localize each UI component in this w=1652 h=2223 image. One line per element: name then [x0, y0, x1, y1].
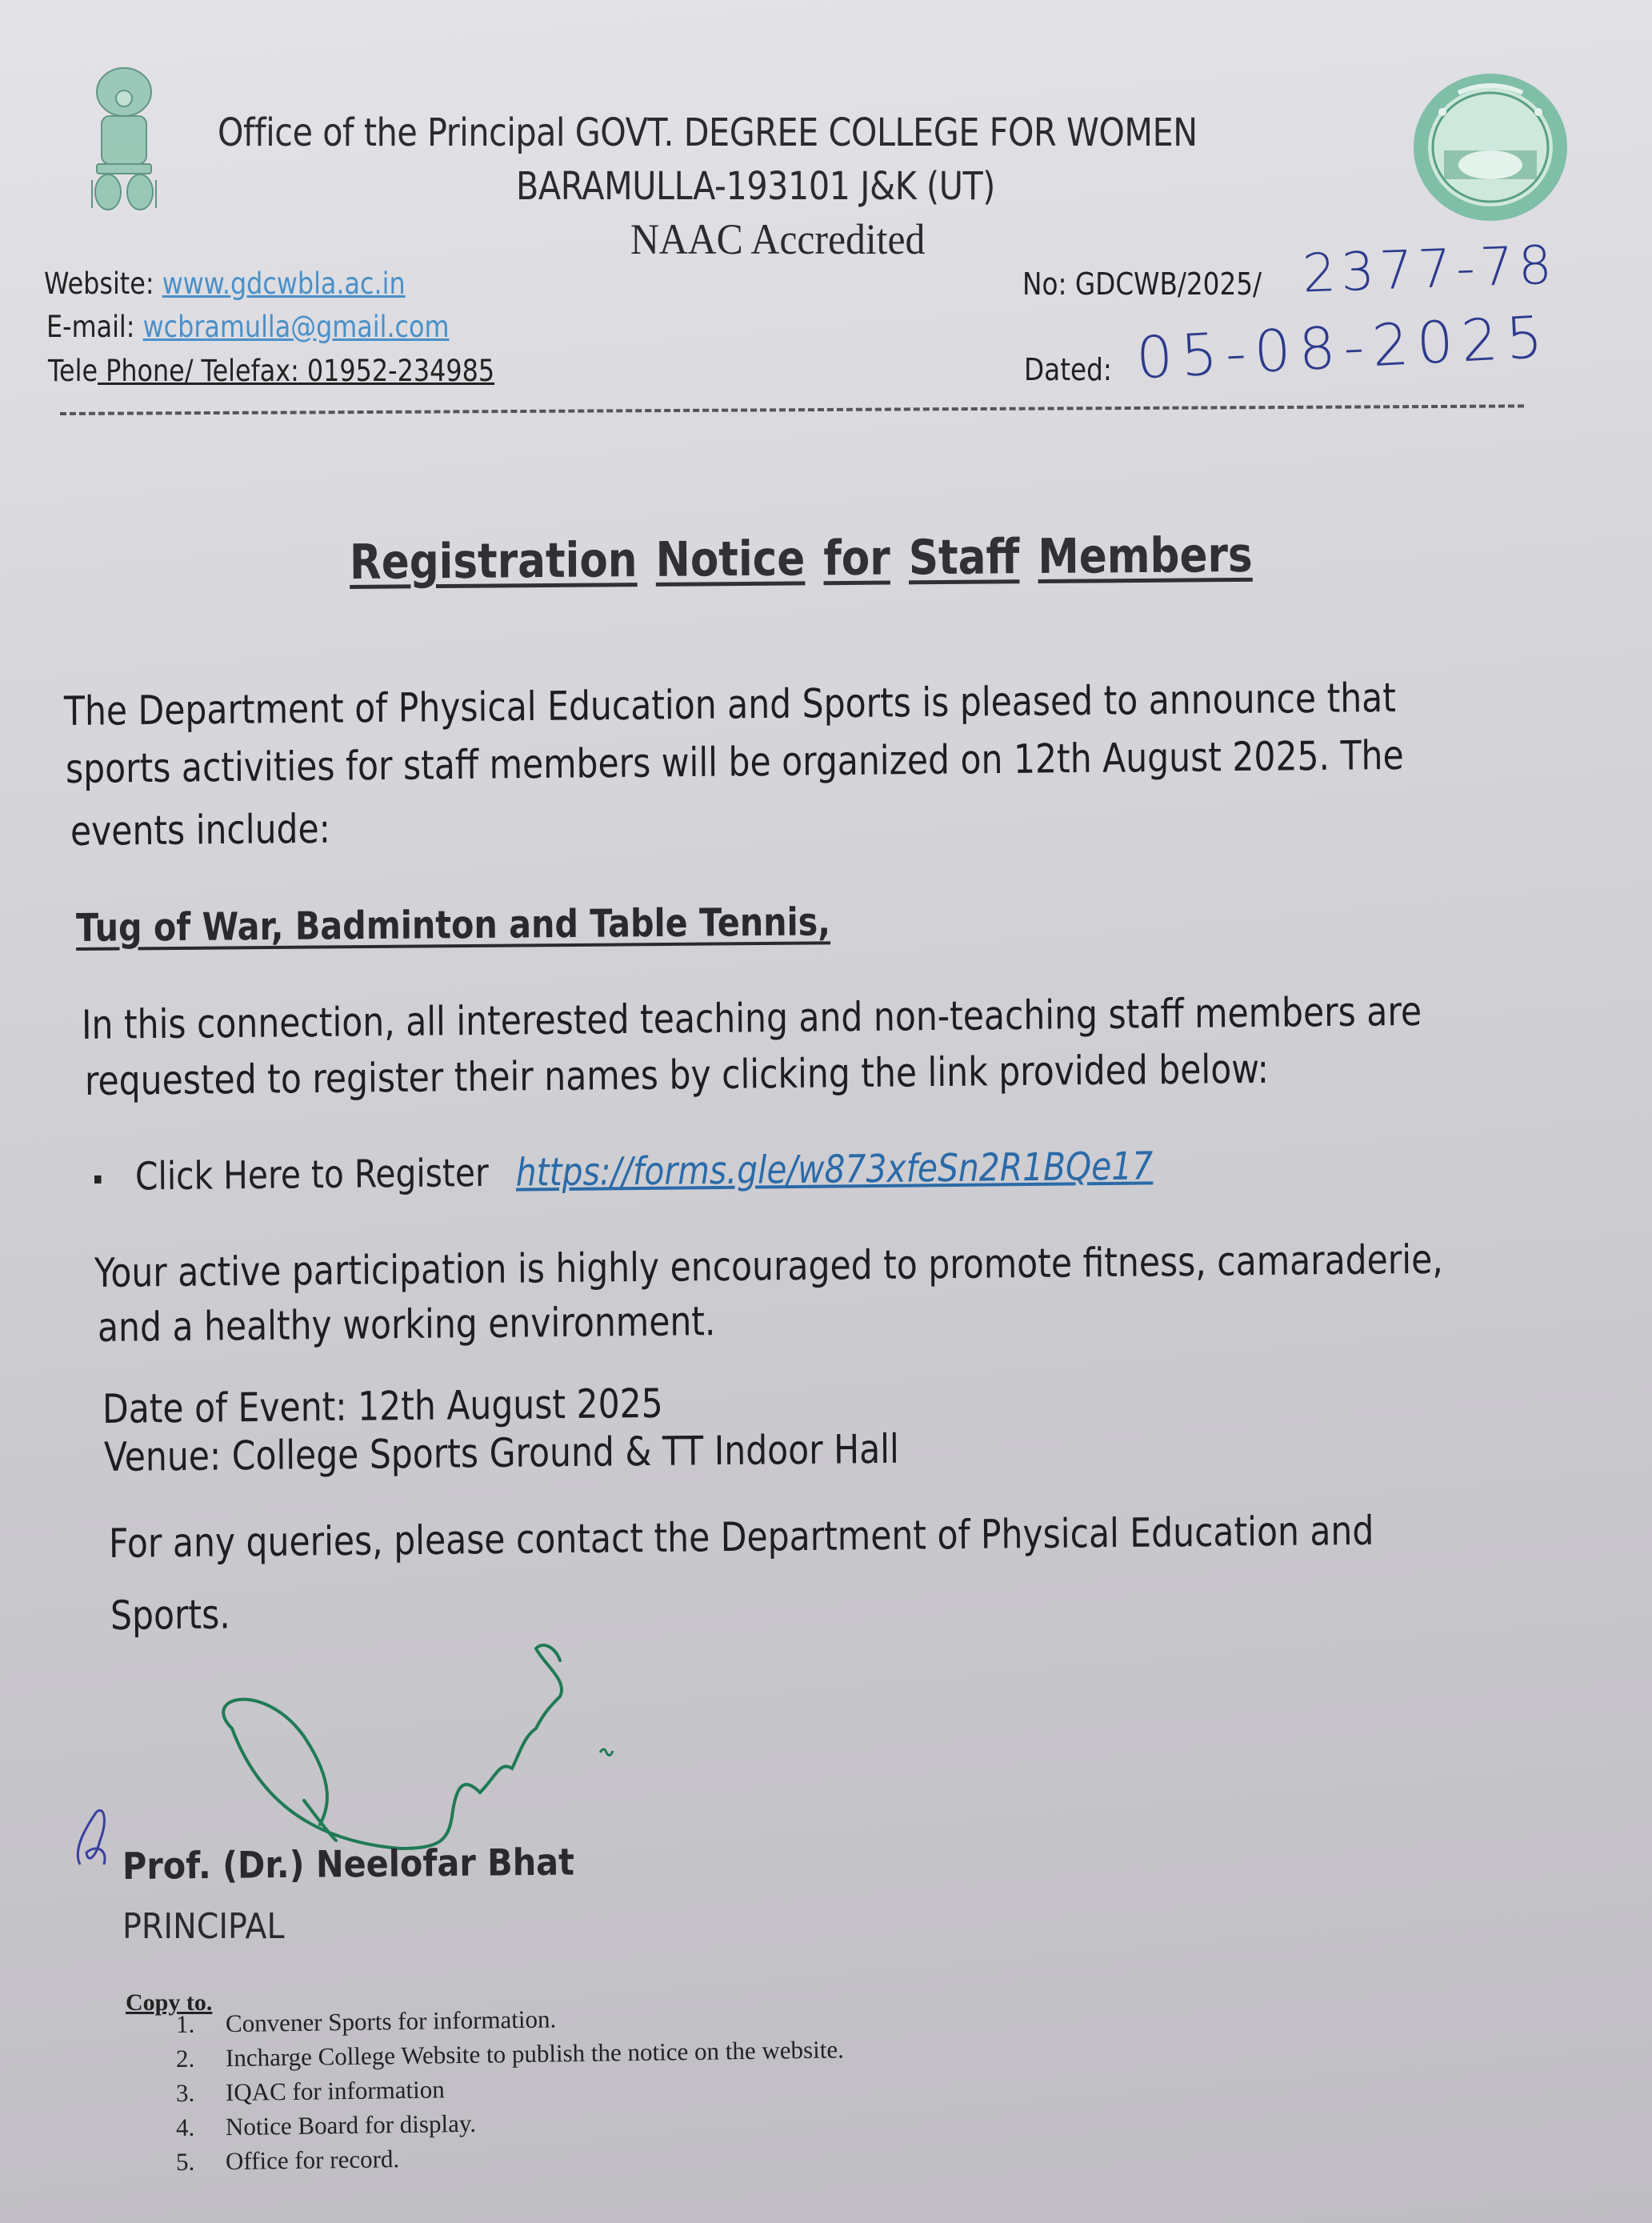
notice-title [350, 527, 1253, 591]
address-heading: BARAMULLA-193101 J&K (UT) [516, 164, 995, 209]
list-number: 3. [175, 2078, 195, 2107]
list-number: 4. [175, 2113, 195, 2141]
reference-number-label: No: GDCWB/2025/ [1022, 266, 1262, 302]
dated-handwritten: 05-08-2025 [1134, 302, 1553, 392]
list-number: 5. [175, 2147, 195, 2176]
copy-to-heading: Copy to. [126, 1989, 213, 2016]
title-word: for [823, 530, 890, 587]
email-link[interactable]: wcbramulla@gmail.com [142, 310, 450, 344]
signatory-title: PRINCIPAL [122, 1906, 285, 1947]
request-line-2: requested to register their names by clicking the link provided below: [84, 1045, 1270, 1104]
telephone-value: Phone/ Telefax: 01952-234985 [98, 354, 495, 388]
title-word: Staff [908, 529, 1020, 587]
email-label: E-mail: [46, 310, 143, 344]
bullet-icon [94, 1176, 102, 1184]
register-label: Click Here to Register [134, 1150, 490, 1200]
list-text: Notice Board for display. [225, 2109, 477, 2141]
events-list: Tug of War, Badminton and Table Tennis, [75, 899, 831, 951]
intro-line-2: sports activities for staff members will be organized on 12th August 2025. The [65, 731, 1404, 792]
title-word: Members [1038, 527, 1253, 586]
intro-line-3: events include: [70, 805, 331, 855]
list-number: 2. [175, 2044, 195, 2073]
list-text: Incharge College Website to publish the notice on the website. [225, 2035, 845, 2073]
telephone-prefix: Tele [48, 354, 98, 388]
register-link[interactable]: https://forms.gle/w873xfeSn2R1BQe17 [515, 1144, 1154, 1196]
copy-to-list [176, 2007, 844, 2179]
query-line-2: Sports. [110, 1591, 230, 1639]
office-heading: Office of the Principal GOVT. DEGREE COLLEGE FOR WOMEN [218, 110, 1198, 155]
title-word: Registration [349, 532, 638, 591]
request-line-1: In this connection, all interested teaching and non-teaching staff members are [81, 987, 1422, 1048]
list-text: IQAC for information [225, 2075, 445, 2107]
header-divider [60, 404, 1524, 415]
email-row [46, 310, 450, 344]
national-emblem-icon [76, 60, 172, 220]
college-seal-icon [1410, 70, 1570, 224]
accreditation-heading: NAAC Accredited [630, 215, 926, 263]
dated-label: Dated: [1024, 352, 1112, 387]
event-venue: Venue: College Sports Ground & TT Indoor Hall [103, 1425, 899, 1480]
list-number: 1. [175, 2009, 195, 2038]
list-text: Office for record. [225, 2145, 400, 2176]
encourage-line-1: Your active participation is highly encouraged to promote fitness, camaraderie, [94, 1236, 1443, 1296]
list-text: Convener Sports for information. [225, 2005, 557, 2038]
website-row [44, 266, 406, 301]
encourage-line-2: and a healthy working environment. [97, 1298, 716, 1351]
intro-line-1: The Department of Physical Education and Sports is pleased to announce that [63, 674, 1397, 735]
register-bullet [94, 1144, 1154, 1200]
website-link[interactable]: www.gdcwbla.ac.in [162, 266, 406, 301]
website-label: Website: [44, 266, 162, 301]
query-line-1: For any queries, please contact the Department of Physical Education and [108, 1507, 1374, 1567]
telephone-row [48, 354, 494, 388]
signatory-name: Prof. (Dr.) Neelofar Bhat [122, 1840, 575, 1888]
event-date: Date of Event: 12th August 2025 [102, 1380, 663, 1432]
title-word: Notice [655, 531, 806, 588]
reference-number-handwritten: 2377-78 [1301, 234, 1558, 305]
